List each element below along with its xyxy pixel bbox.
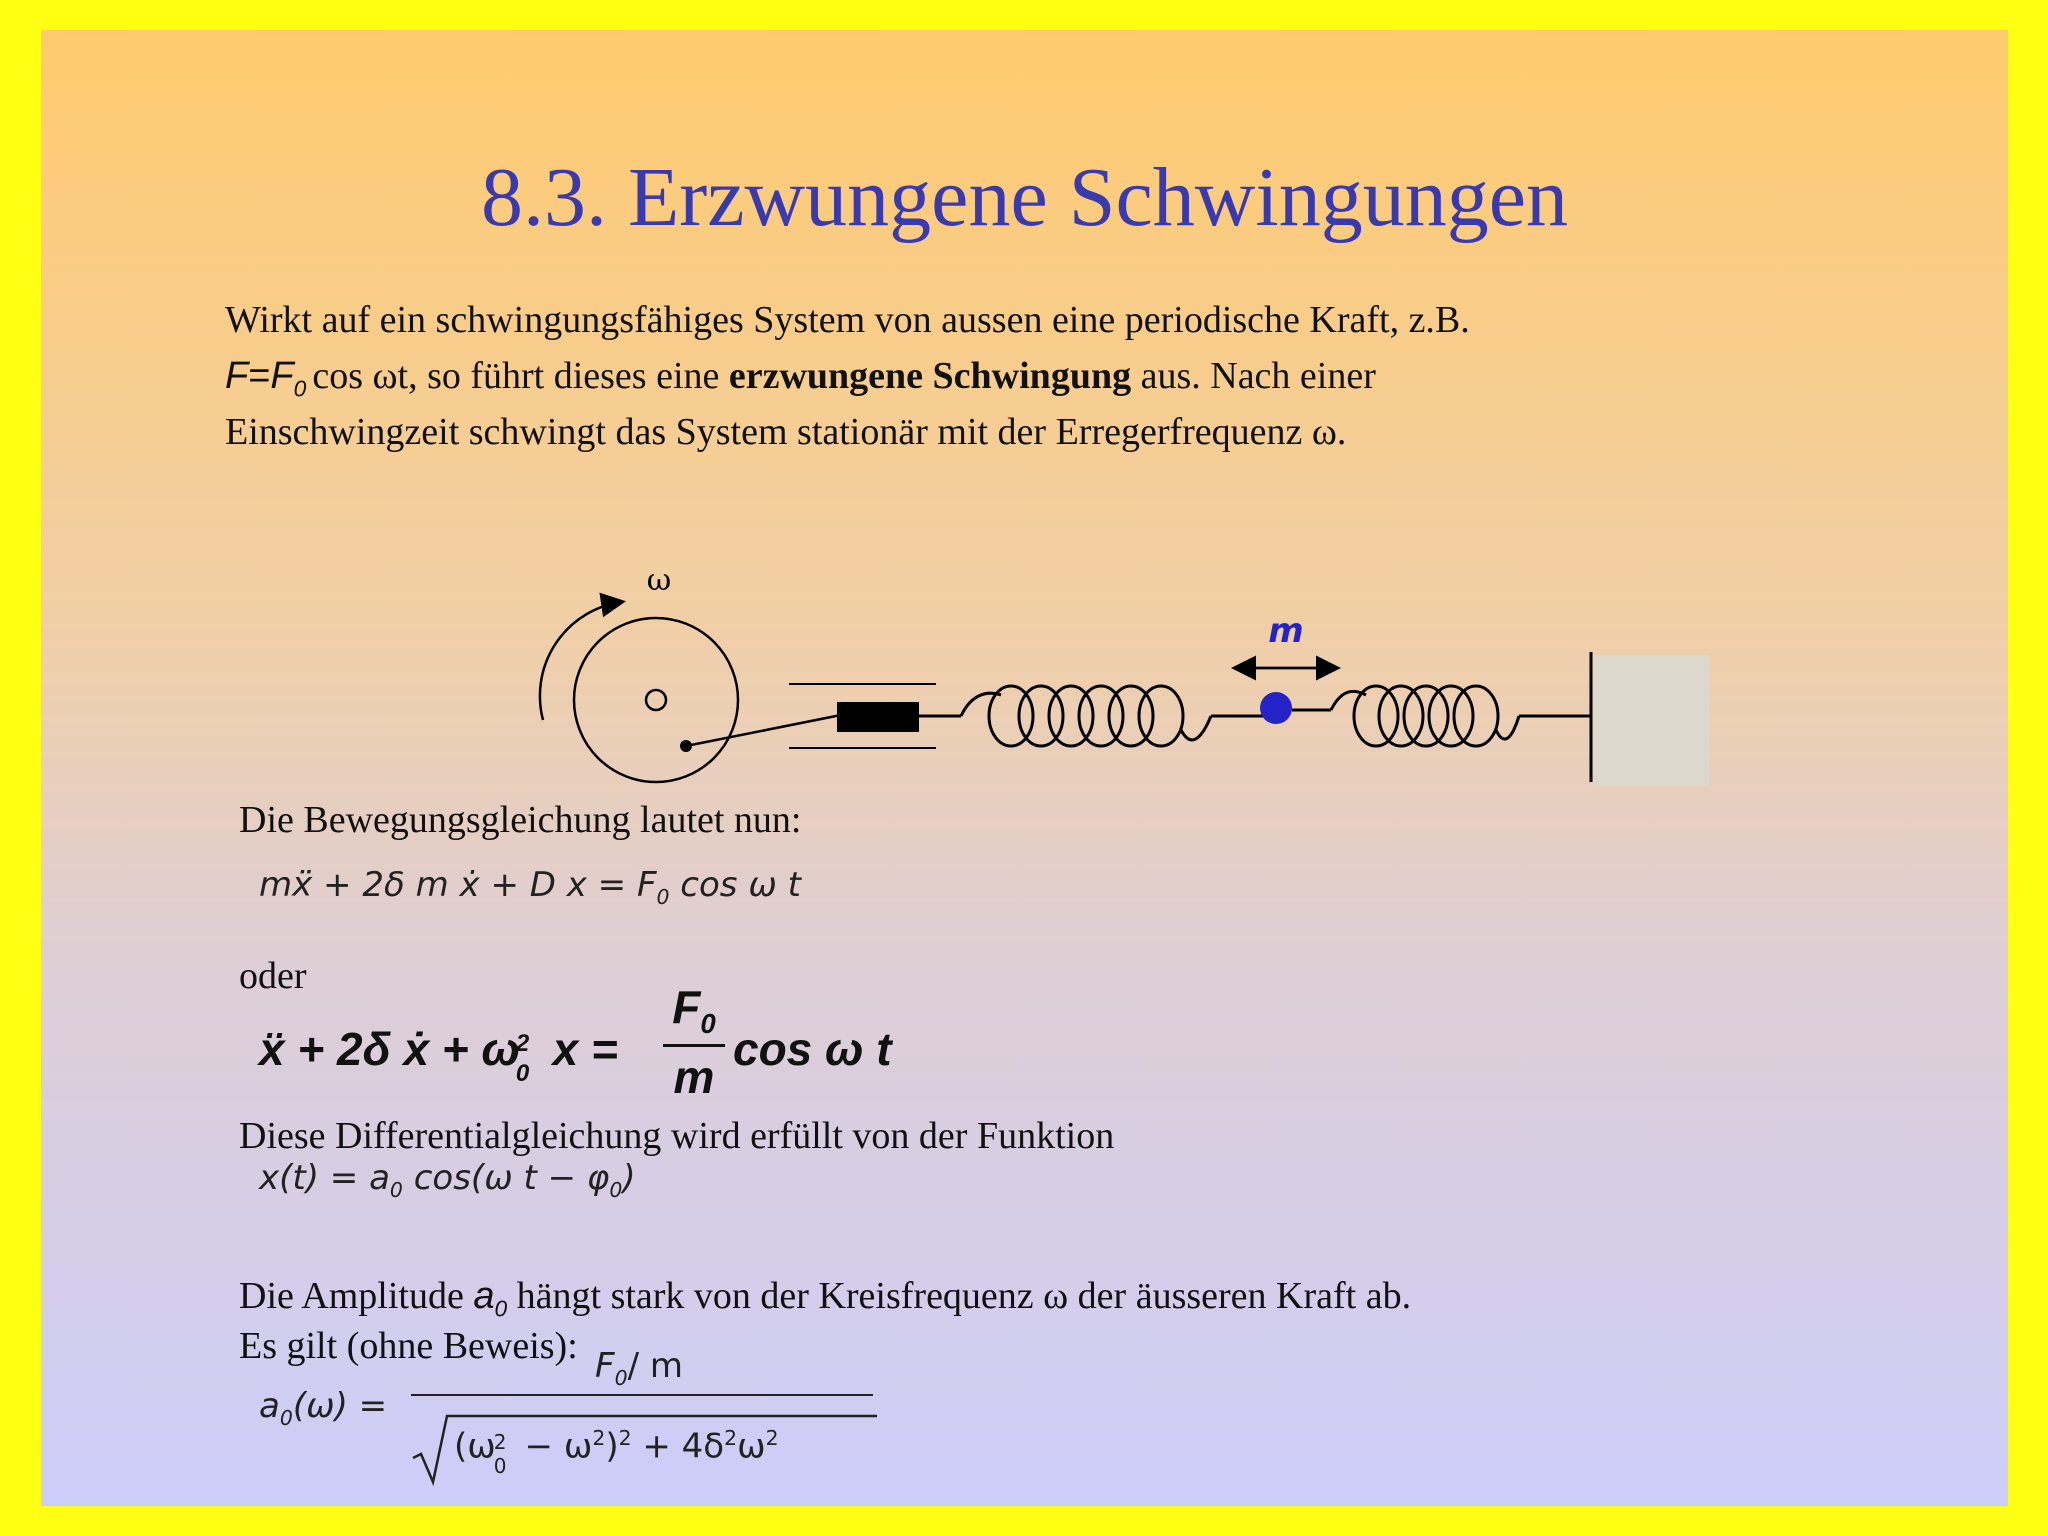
- motion-equation-main: mẍ + 2δ m ẋ + D x = F: [259, 865, 657, 905]
- wheel-axle: [646, 690, 666, 710]
- spring-left: [961, 686, 1266, 746]
- amplitude-lhs: [259, 1386, 387, 1430]
- motion-equation-label: Die Bewegungsgleichung lautet nun:: [239, 799, 802, 841]
- amplitude-symbol: a: [473, 1275, 495, 1317]
- motion-equation-end: cos ω t: [669, 865, 801, 905]
- spring-right: [1292, 686, 1591, 746]
- amp-num-end: / m: [627, 1346, 683, 1386]
- amplitude-denominator: [454, 1426, 779, 1479]
- amplitude-lhs-a: a: [259, 1386, 280, 1426]
- intro-mid: , so führt dieses eine: [408, 355, 729, 397]
- amp-den-mid: − ω: [513, 1426, 593, 1467]
- omega-sup: 2: [515, 1030, 530, 1057]
- force-cos: cos ωt: [312, 355, 409, 397]
- connecting-rod: [686, 715, 841, 746]
- solution-eq-start: x(t) = a: [259, 1158, 390, 1198]
- amp-den-end: + 4δ: [631, 1426, 725, 1467]
- amp-num-F: F: [595, 1346, 615, 1386]
- numerator-sub: 0: [700, 1008, 716, 1040]
- amplitude-line-2: Es gilt (ohne Beweis):: [239, 1325, 578, 1367]
- solution-eq-sub2: 0: [609, 1177, 623, 1202]
- omega-sub: 0: [515, 1060, 530, 1087]
- solution-eq-sub: 0: [389, 1177, 403, 1202]
- amp-den-sup5: 2: [765, 1426, 779, 1450]
- amp-den-sup: 2: [493, 1430, 507, 1455]
- normalized-equation-rhs: cos ω t: [733, 1023, 892, 1075]
- amplitude-numerator: [559, 1346, 719, 1390]
- solution-eq-mid: cos(ω t − φ: [402, 1158, 610, 1198]
- amplitude-text-b: hängt stark von der Kreisfrequenz ω der äusseren Kraft ab.: [507, 1275, 1412, 1317]
- force-equals: =: [248, 355, 271, 397]
- force-amplitude: F: [270, 355, 294, 397]
- amp-den-close: ): [605, 1426, 619, 1467]
- amp-den-sup3: 2: [618, 1426, 632, 1450]
- intro-end: aus. Nach einer: [1131, 355, 1376, 397]
- solution-eq-end: ): [622, 1158, 636, 1198]
- numerator-text: F: [672, 981, 701, 1033]
- piston: [837, 702, 919, 732]
- forced-oscillator-diagram: [481, 550, 1721, 800]
- amplitude-text-a: Die Amplitude: [239, 1275, 474, 1317]
- page-title: 8.3. Erzwungene Schwingungen: [480, 151, 1569, 244]
- amp-den-sup2: 2: [592, 1426, 606, 1450]
- amp-den-open: (ω: [454, 1426, 496, 1467]
- mass-label: m: [1268, 611, 1304, 651]
- amplitude-lhs-end: (ω) =: [292, 1386, 388, 1426]
- amp-den-sub: 0: [493, 1454, 507, 1479]
- omega-label: ω: [646, 563, 672, 598]
- amp-num-sub: 0: [614, 1365, 628, 1390]
- normalized-equation-lhs: [259, 1022, 618, 1087]
- normalized-lhs-text: ẍ + 2δ ẋ + ω: [259, 1023, 520, 1075]
- rotation-arrow-icon: [540, 602, 621, 720]
- mass-ball: [1260, 692, 1292, 724]
- intro-bold: erzwungene Schwingung: [728, 355, 1132, 397]
- or-label: oder: [239, 955, 307, 997]
- motion-equation-sub: 0: [656, 884, 670, 909]
- solution-equation: [259, 1158, 636, 1202]
- wheel: [574, 618, 738, 782]
- normalized-x: x =: [539, 1023, 618, 1075]
- fraction-denominator: m: [673, 1051, 715, 1103]
- amplitude-symbol-sub: 0: [494, 1295, 508, 1322]
- motion-equation: [259, 865, 801, 909]
- slide: [41, 30, 2008, 1506]
- wall: [1593, 655, 1709, 785]
- amplitude-fraction-bar: [411, 1394, 873, 1396]
- amplitude-lhs-sub: 0: [279, 1405, 293, 1430]
- amplitude-formula: [259, 1330, 879, 1500]
- amp-den-sup4: 2: [724, 1426, 738, 1450]
- intro-line-3: Einschwingzeit schwingt das System stationär mit der Erregerfrequenz ω.: [225, 411, 1347, 453]
- force-amplitude-sub: 0: [293, 375, 307, 402]
- solution-label: Diese Differentialgleichung wird erfüllt von der Funktion: [239, 1115, 1115, 1157]
- fraction-numerator: [663, 980, 725, 1040]
- intro-line-1: Wirkt auf ein schwingungsfähiges System von aussen eine periodische Kraft, z.B.: [225, 299, 1470, 341]
- amp-den-w: ω: [737, 1426, 766, 1467]
- force-symbol: F: [225, 355, 249, 397]
- fraction-bar: [663, 1044, 725, 1047]
